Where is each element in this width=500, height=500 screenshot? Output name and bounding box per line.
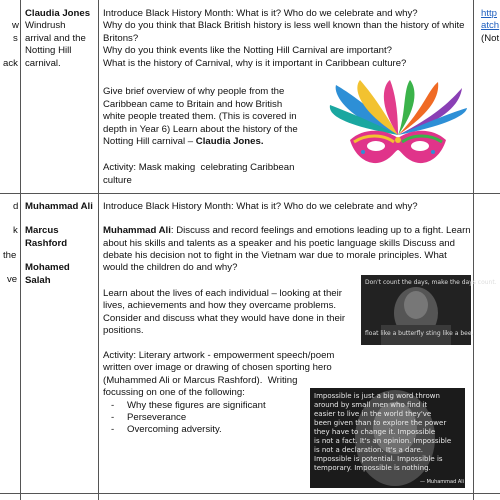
overview-line: white people treated them. (This is covered in [103, 111, 297, 122]
ali-paragraph-line: Muhammad Ali: Discuss and record feelings and emotions leading up to a fight. Learn [103, 225, 471, 236]
ali-quote-image [310, 388, 465, 488]
col1-fragment: d [13, 201, 19, 212]
topic-line: Notting Hill [25, 45, 72, 56]
overview-line: Give brief overview of why people from the [103, 86, 285, 97]
col1-fragment: ve [7, 274, 18, 285]
bullet-item: - Overcoming adversity. [103, 424, 266, 436]
poster-caption: Don't count the days, make the days count. [365, 279, 497, 286]
row-border [0, 193, 500, 194]
resource-link[interactable]: http [481, 8, 498, 19]
activity-line: culture [103, 175, 132, 186]
quote-line: been given than to explore the power [314, 419, 447, 427]
col1-fragment: the [3, 250, 17, 261]
question-line: What is the history of Carnival, why is it important in Caribbean culture? [103, 58, 407, 69]
mask-body [350, 131, 446, 163]
col1-fragment: ack [3, 58, 18, 69]
quote-line: is not a declaration. It's a dare. [314, 446, 423, 454]
activity-line: (Muhammed Ali or Marcus Rashford). Writing [103, 375, 298, 386]
lives-line: positions. [103, 325, 144, 336]
topic-line: carnival. [25, 58, 61, 69]
row-border [0, 493, 500, 494]
ali-paragraph-line: debate his decision not to fight in the Vietnam war due to morale principles. What [103, 250, 447, 261]
activity-line: Activity: Mask making celebrating Caribbean [103, 162, 295, 173]
feathers [330, 80, 467, 135]
ali-paragraph-line: would the children do and why? [103, 262, 238, 273]
intro-line: Introduce Black History Month: What is it? Who do we celebrate and why? [103, 201, 418, 212]
topic-line: Windrush [25, 20, 66, 31]
question-line: Introduce Black History Month: What is it? Who do we celebrate and why? [103, 8, 418, 19]
ali-label: Muhammad Ali [103, 225, 171, 236]
question-line: Britons? [103, 33, 139, 44]
hero-name: Marcus [25, 225, 59, 236]
poster-caption: float like a butterfly sting like a bee. [365, 330, 474, 337]
question-line: Why do you think that Black British history is less well known than the history of white [103, 20, 465, 31]
lives-line: lives, achievements and how they overcame problems. [103, 300, 337, 311]
hero-name: Salah [25, 275, 51, 286]
hero-name: Claudia Jones [25, 8, 91, 19]
quote-line: around by small men who find it [314, 401, 428, 409]
topic-line: arrival and the [25, 33, 86, 44]
hero-name: Muhammad Ali [25, 201, 93, 212]
quote-line: they have to change it. Impossible [314, 428, 436, 436]
ali-paragraph-line: about his skills and talents as a speaker and his poetic language skills Discuss and [103, 238, 455, 249]
col1-fragment: k [13, 225, 18, 236]
column-border [20, 0, 21, 500]
bullet-item: - Perseverance [103, 412, 266, 424]
column-border [473, 0, 474, 500]
overview-line: Caribbean came to Britain and how British [103, 99, 283, 110]
activity-line: focussing on one of the following: [103, 387, 245, 398]
carnival-mask-image [328, 80, 468, 180]
col1-fragment: s [13, 33, 18, 44]
ali-poster-image [361, 275, 497, 345]
activity-line: written over image or drawing of chosen sporting hero [103, 362, 332, 373]
question-line: Why do you think events like the Notting Hill Carnival are important? [103, 45, 393, 56]
lives-line: Consider and discuss what they would have done in their [103, 313, 346, 324]
overview-bold-name: Claudia Jones. [195, 136, 264, 147]
lives-line: Learn about the lives of each individual – looking at their [103, 288, 342, 299]
quote-attribution: — Muhammad Ali [420, 479, 465, 485]
hero-name: Rashford [25, 238, 68, 249]
overview-line: Notting Hill carnival – Claudia Jones. [103, 136, 264, 147]
bullet-item: - Why these figures are significant [103, 400, 266, 412]
overview-line: depth in Year 6) Learn about the history of the [103, 124, 298, 135]
column-border [98, 0, 99, 500]
quote-line: temporary. Impossible is nothing. [314, 464, 431, 472]
quote-line: is not a fact. It's an opinion. Impossible [314, 437, 452, 445]
hero-name: Mohamed [25, 262, 70, 273]
activity-line: Activity: Literary artwork - empowerment speech/poem [103, 350, 335, 361]
quote-line: Impossible is just a big word thrown [314, 392, 440, 400]
quote-line: easier to live in the world they've [314, 410, 432, 418]
link-note: (Not [481, 33, 500, 44]
resource-link[interactable]: atch [481, 20, 500, 31]
bullet-list [103, 400, 266, 437]
col1-fragment: w [12, 20, 19, 31]
quote-line: Impossible is potential. Impossible is [314, 455, 443, 463]
